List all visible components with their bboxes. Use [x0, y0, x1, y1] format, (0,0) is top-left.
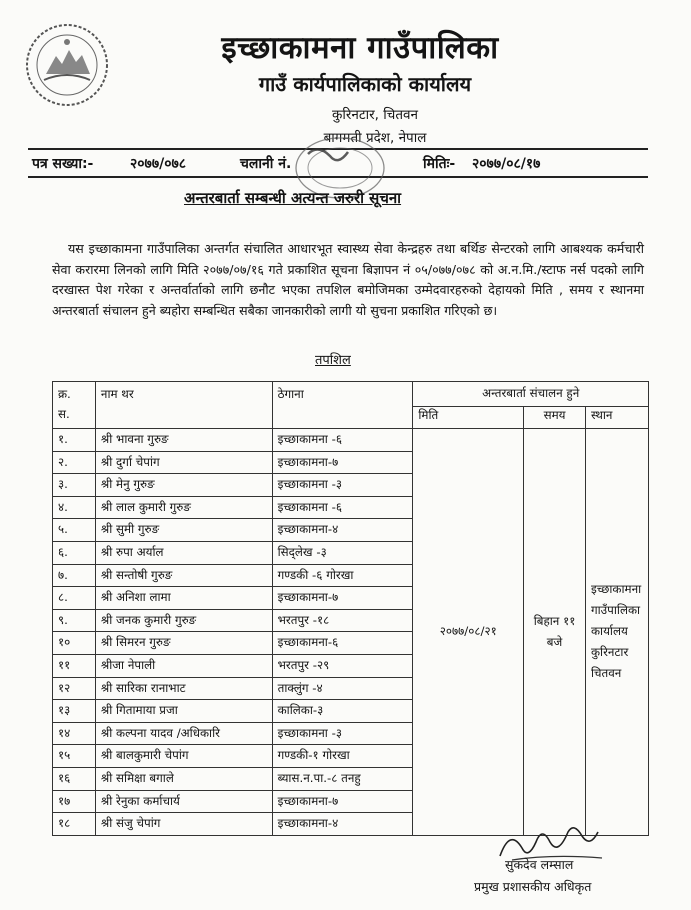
- sn-header-line1: क्र.: [58, 387, 71, 401]
- address-cell: भरतपुर -२९: [272, 654, 413, 677]
- name-cell: श्री गितामाया प्रजा: [95, 700, 272, 723]
- address-cell: इच्छाकामना-४: [272, 813, 413, 836]
- name-cell: श्री सारिका रानाभाट: [95, 677, 272, 700]
- dispatch-number-label: चलानी नं.: [240, 156, 292, 172]
- address-cell: कालिका-३: [272, 700, 413, 723]
- serial-cell: १५: [53, 745, 96, 768]
- date-header: मिति: [413, 407, 524, 429]
- address-cell: इच्छाकामना-६: [272, 632, 413, 655]
- name-header: नाम थर: [95, 382, 272, 429]
- notice-body: यस इच्छाकामना गाउँपालिका अन्तर्गत संचालित आधारभूत स्वास्थ्य सेवा केन्द्रहरु तथा बर्थिङ सेन्टरको लागि आबश्यक कर्मचारी सेवा करारमा लिनको लागि मिति २०७७/०७/१६ गते प्रकाशित सूचना बिज्ञापन नं ०५/०७७/०७८ को अ.न.मि./स्टाफ नर्स पदको लागि दरखास्त पेश गरेका र अन्तर्वार्ताको लागि छनौट भएका तपशिल बमोजिमका उम्मेदवारहरुको देहायको मिति , समय र स्थानमा अन्तरबार्ता संचालन हुने ब्यहोरा सम्बन्धित सबैका जानकारीको लागी यो सुचना प्रकाशित गरिएको छ।: [52, 241, 644, 318]
- serial-cell: १४: [53, 722, 96, 745]
- serial-cell: १८: [53, 813, 96, 836]
- date-value: २०७७/०८/१७: [472, 156, 541, 172]
- address-cell: इच्छाकामना -६: [272, 496, 413, 519]
- signatory-title: प्रमुख प्रशासकीय अधिकृत: [474, 879, 592, 894]
- serial-cell: १.: [53, 429, 96, 452]
- name-cell: श्री सुमी गुरुङ: [95, 519, 272, 542]
- candidate-table: [52, 381, 649, 836]
- signatory-name: सुकदेव लम्साल: [505, 857, 574, 872]
- address-cell: ब्यास.न.पा.-८ तनहु: [272, 767, 413, 790]
- letter-number-value: २०७७/०७८: [130, 156, 187, 172]
- serial-cell: ७.: [53, 564, 96, 587]
- address-cell: भरतपुर -१८: [272, 609, 413, 632]
- name-cell: श्री बालकुमारी चेपांग: [95, 745, 272, 768]
- serial-cell: ९.: [53, 609, 96, 632]
- address-cell: इच्छाकामना-४: [272, 519, 413, 542]
- address-cell: इच्छाकामना -३: [272, 474, 413, 497]
- name-cell: श्री रेनुका कर्माचार्य: [95, 790, 272, 813]
- name-cell: श्री संजु चेपांग: [95, 813, 272, 836]
- serial-cell: ११: [53, 654, 96, 677]
- details-heading: तपशिल: [315, 353, 351, 368]
- place-header: स्थान: [585, 407, 648, 429]
- address-cell: इच्छाकामना-७: [272, 790, 413, 813]
- serial-cell: १६: [53, 767, 96, 790]
- name-cell: श्री जनक कुमारी गुरुङ: [95, 609, 272, 632]
- name-cell: श्री कल्पना यादव /अधिकारि: [95, 722, 272, 745]
- office-province: बागमती प्रदेश, नेपाल: [323, 130, 427, 146]
- place-line: गाउँपालिका: [590, 603, 641, 618]
- place-line: कार्यालय: [590, 624, 628, 639]
- sn-header: [53, 382, 96, 429]
- place-line: कुरिनटार: [590, 645, 629, 660]
- name-cell: श्री अनिशा लामा: [95, 587, 272, 610]
- interview-time: बिहान ११ बजे: [524, 429, 586, 836]
- name-cell: श्री रुपा अर्याल: [95, 541, 272, 564]
- serial-cell: १२: [53, 677, 96, 700]
- serial-cell: १७: [53, 790, 96, 813]
- interview-place: [585, 429, 648, 836]
- table-row: [53, 429, 649, 452]
- address-cell: इच्छाकामना-७: [272, 451, 413, 474]
- address-cell: ताक्लुंग -४: [272, 677, 413, 700]
- address-cell: इच्छाकामना -६: [272, 429, 413, 452]
- municipality-name: इच्छाकामना गाउँपालिका: [221, 30, 499, 66]
- name-cell: श्री सिमरन गुरुङ: [95, 632, 272, 655]
- date-label: मितिः-: [423, 156, 456, 172]
- address-header: ठेगाना: [272, 382, 413, 429]
- address-cell: सिद्लेख -३: [272, 541, 413, 564]
- name-cell: श्री दुर्गा चेपांग: [95, 451, 272, 474]
- name-cell: श्रीजा नेपाली: [95, 654, 272, 677]
- address-cell: इच्छाकामना-७: [272, 587, 413, 610]
- name-cell: श्री लाल कुमारी गुरुङ: [95, 496, 272, 519]
- serial-cell: ३.: [53, 474, 96, 497]
- address-cell: गण्डकी-१ गोरखा: [272, 745, 413, 768]
- serial-cell: ५.: [53, 519, 96, 542]
- serial-cell: ४.: [53, 496, 96, 519]
- office-name: गाउँ कार्यपालिकाको कार्यालय: [258, 72, 472, 96]
- interview-date: २०७७/०८/२१: [413, 429, 524, 836]
- place-line: इच्छाकामना: [590, 582, 642, 597]
- time-header: समय: [524, 407, 586, 429]
- interview-header: अन्तरबार्ता संचालन हुने: [413, 382, 649, 407]
- notice-title: अन्तरबार्ता सम्बन्धी अत्यन्त जरुरी सूचना: [184, 189, 402, 207]
- office-location: कुरिनटार, चितवन: [331, 107, 419, 123]
- sn-header-line2: स.: [58, 407, 70, 421]
- serial-cell: ६.: [53, 541, 96, 564]
- serial-cell: ८.: [53, 587, 96, 610]
- address-cell: इच्छाकामना -३: [272, 722, 413, 745]
- name-cell: श्री भावना गुरुङ: [95, 429, 272, 452]
- municipality-emblem: [24, 22, 110, 108]
- name-cell: श्री समिक्षा बगाले: [95, 767, 272, 790]
- place-line: चितवन: [590, 666, 622, 681]
- serial-cell: १३: [53, 700, 96, 723]
- serial-cell: २.: [53, 451, 96, 474]
- serial-cell: १०: [53, 632, 96, 655]
- address-cell: गण्डकी -६ गोरखा: [272, 564, 413, 587]
- letter-number-label: पत्र सख्या:-: [32, 156, 94, 172]
- name-cell: श्री सन्तोषी गुरुङ: [95, 564, 272, 587]
- name-cell: श्री मेनु गुरुङ: [95, 474, 272, 497]
